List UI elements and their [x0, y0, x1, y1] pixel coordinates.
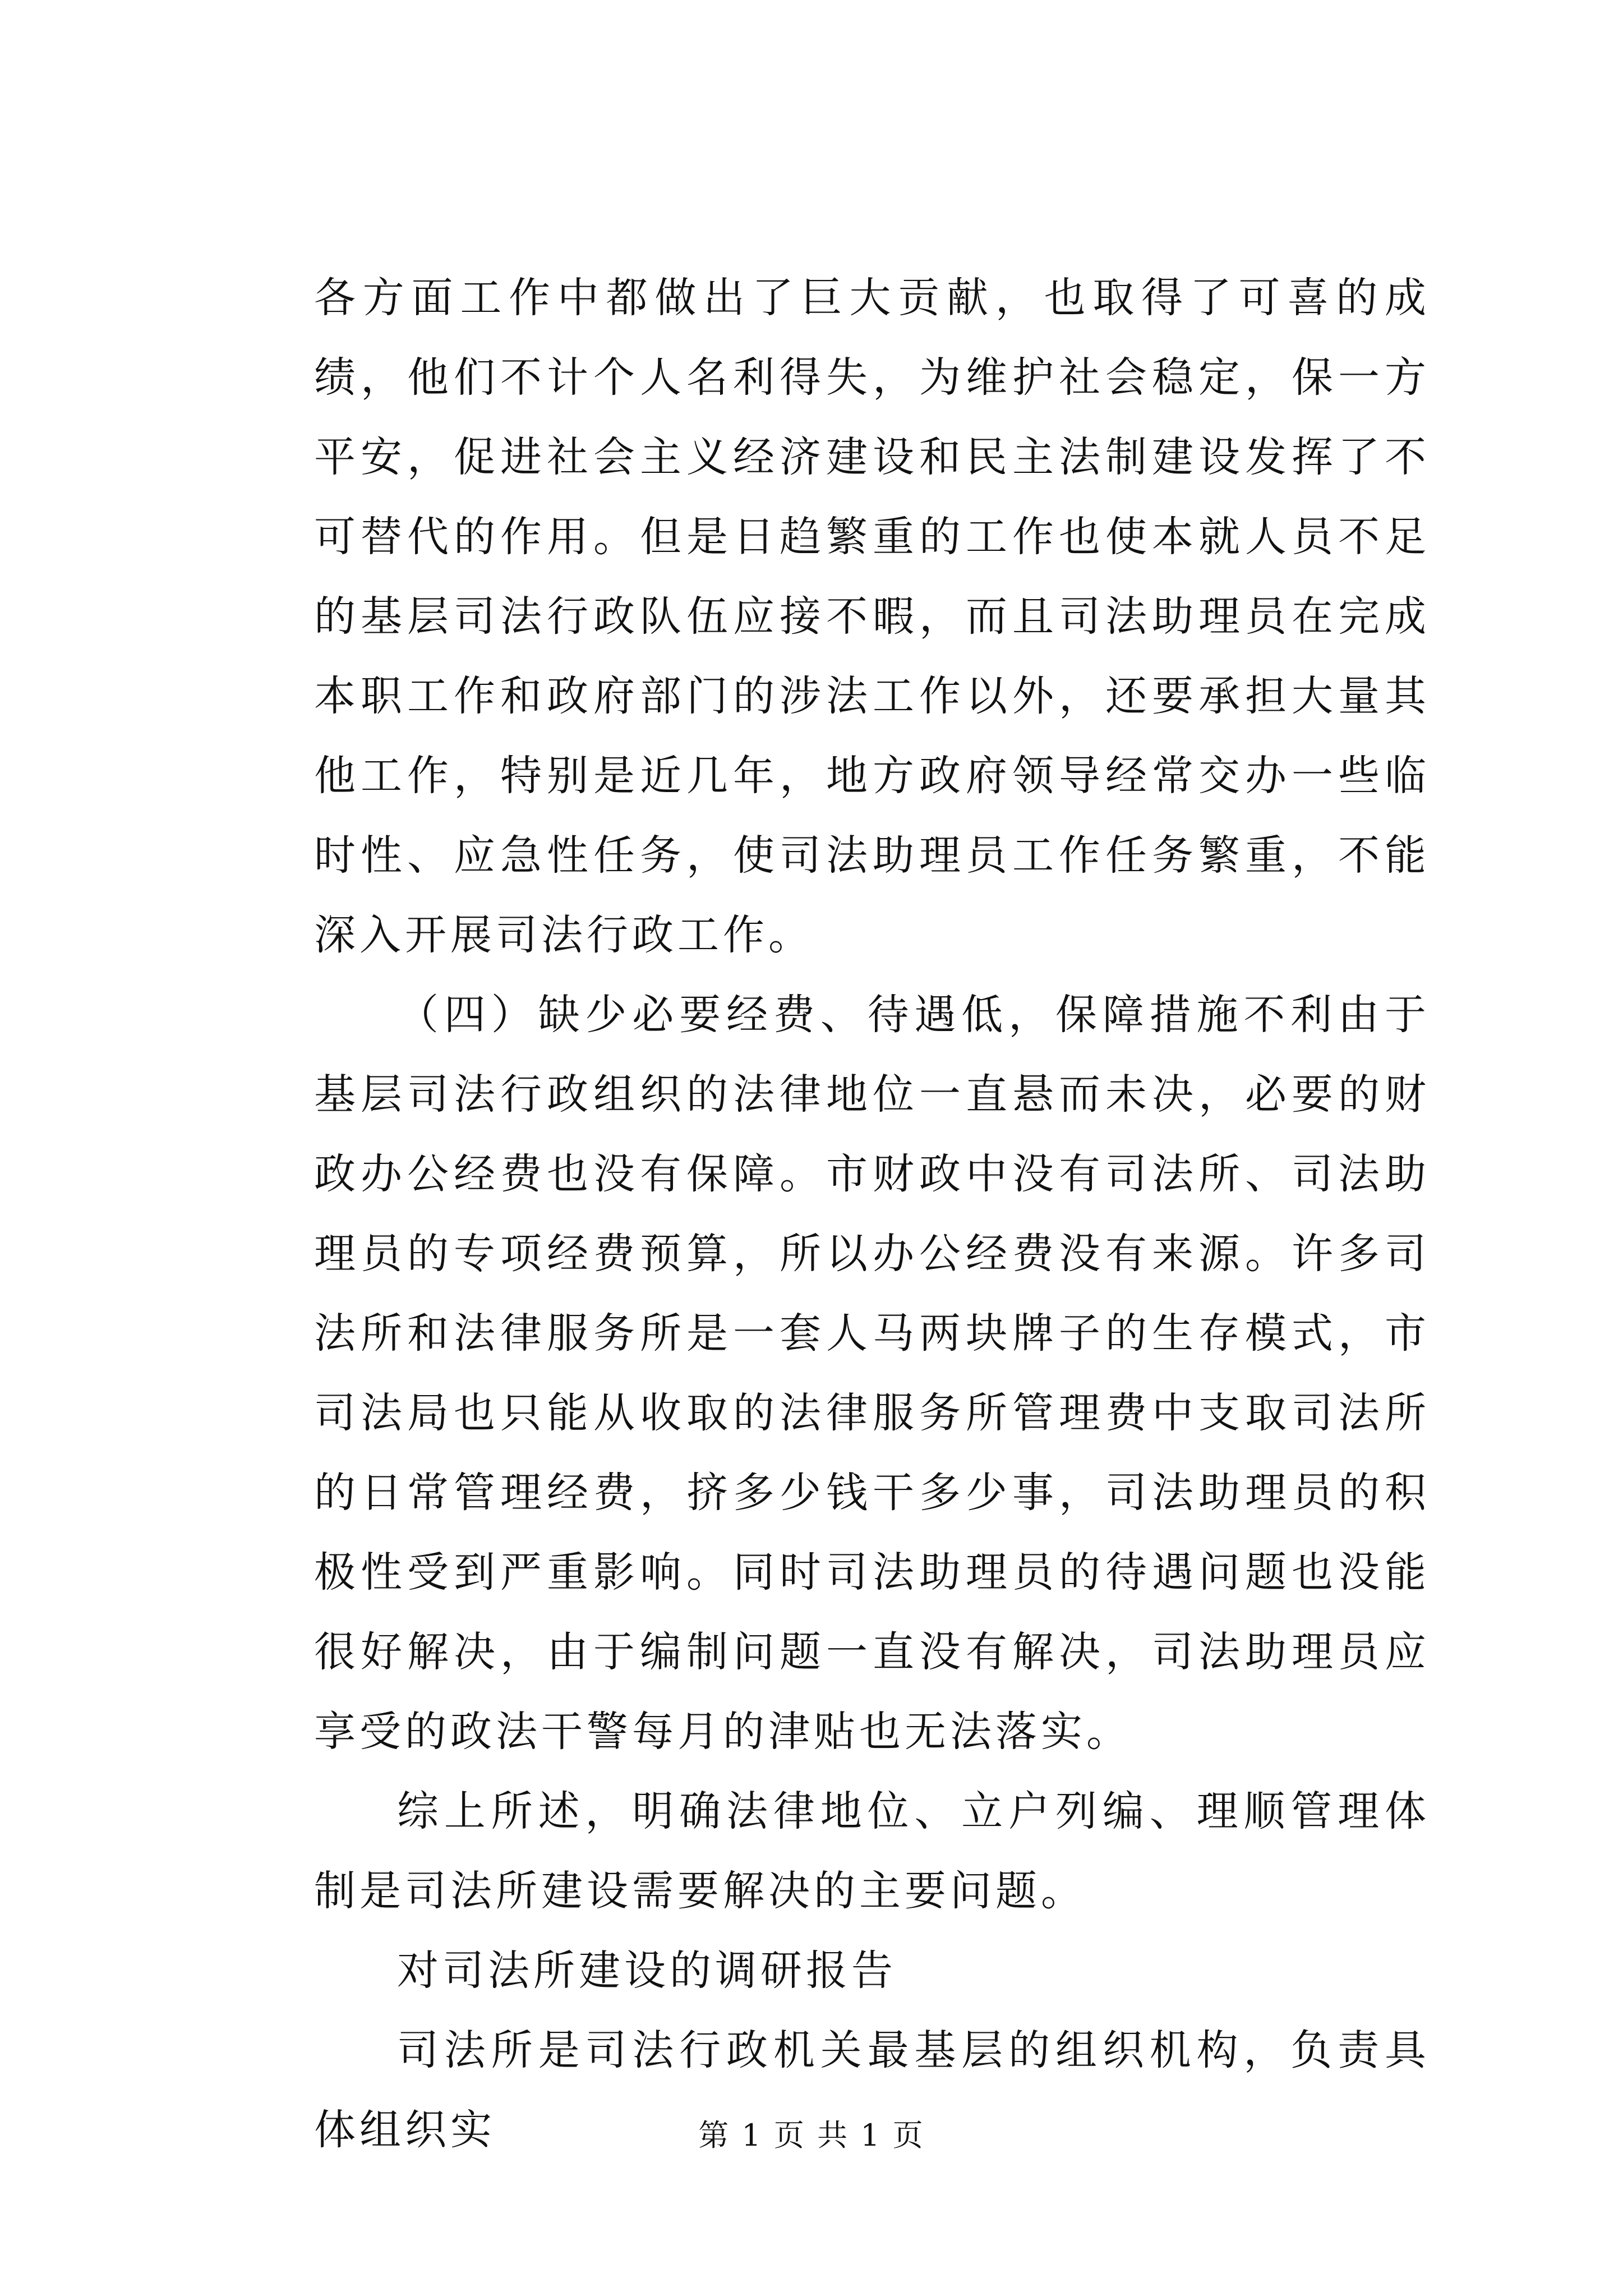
paragraph-intro: 司法所是司法行政机关最基层的组织机构，负责具体组织实 — [314, 2026, 1430, 2154]
paragraph-summary: 综上所述，明确法律地位、立户列编、理顺管理体制是司法所建设需要解决的主要问题。 — [314, 1787, 1430, 1915]
report-title-line: 对司法所建设的调研报告 — [397, 1947, 897, 1995]
paragraph-section-four: （四）缺少必要经费、待遇低，保障措施不利由于基层司法行政组织的法律地位一直悬而未决，必要的财政办公经费也没有保障。市财政中没有司法所、司法助理员的专项经费预算，所以办公经费没有来源。许多司法所和法律服务所是一套人马两块牌子的生存模式，市司法局也只能从收取的法律服务所管理费中支取司法所的日常管理经费，挤多少钱干多少事，司法助理员的积极性受到严重影响。同时司法助理员的待遇问题也没能很好解决，由于编制问题一直没有解决，司法助理员应享受的政法干警每月的津贴也无法落实。 — [314, 991, 1430, 1756]
paragraph-continuation: 各方面工作中都做出了巨大贡献，也取得了可喜的成绩，他们不计个人名利得失，为维护社会稳定，保一方平安，促进社会主义经济建设和民主法制建设发挥了不可替代的作用。但是日趋繁重的工作也使本就人员不足的基层司法行政队伍应接不暇，而且司法助理员在完成本职工作和政府部门的涉法工作以外，还要承担大量其他工作，特别是近几年，地方政府领导经常交办一些临时性、应急性任务，使司法助理员工作任务繁重，不能深入开展司法行政工作。 — [314, 274, 1430, 959]
page-footer: 第 1 页 共 1 页 — [698, 2118, 925, 2153]
document-body — [314, 258, 1430, 2170]
